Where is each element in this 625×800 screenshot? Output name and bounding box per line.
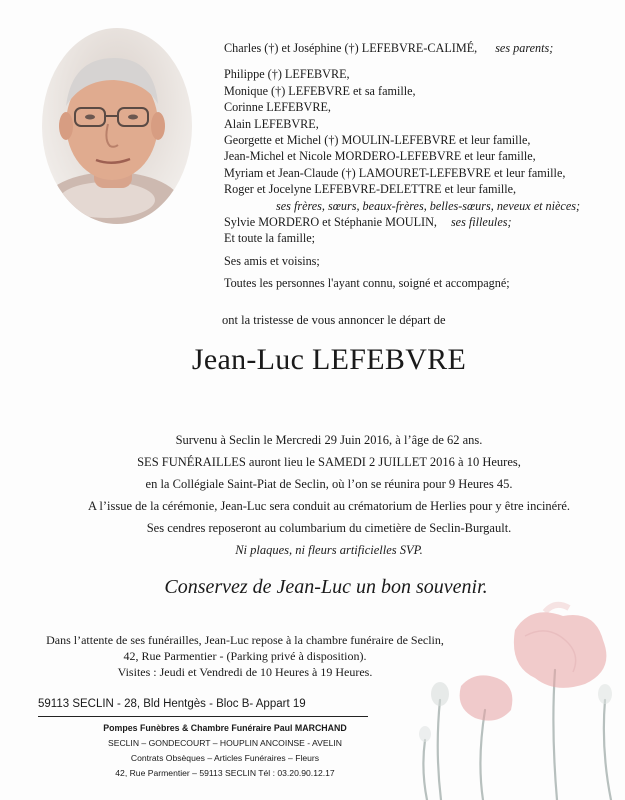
funeral-home-towns: SECLIN – GONDECOURT – HOUPLIN ANCOINSE - AVELIN: [107, 738, 342, 748]
sibling-line: Georgette et Michel (†) MOULIN-LEFEBVRE et leur famille,: [224, 133, 531, 148]
poppy-flowers-decoration: [405, 590, 625, 800]
whole-family-line: Et toute la famille;: [224, 231, 316, 246]
funeral-home-name: Pompes Funèbres & Chambre Funéraire Paul MARCHAND: [103, 723, 347, 733]
funeral-details: [0, 431, 625, 563]
siblings-role: ses frères, sœurs, beaux-frères, belles-sœurs, neveux et nièces;: [276, 198, 581, 213]
portrait-photo: [42, 28, 192, 224]
friends-line: Ses amis et voisins;: [224, 253, 320, 268]
parents-role: ses parents;: [495, 41, 554, 55]
funeral-line: SES FUNÉRAILLES auront lieu le SAMEDI 2 JUILLET 2016 à 10 Heures,: [137, 455, 521, 469]
parents-names: Charles (†) et Joséphine (†) LEFEBVRE-CALIMÉ,: [224, 41, 478, 55]
sibling-line: Alain LEFEBVRE,: [224, 116, 319, 131]
sibling-line: Myriam et Jean-Claude (†) LAMOURET-LEFEBVRE et leur famille,: [224, 165, 566, 180]
repose-info: [25, 632, 465, 680]
church-line: en la Collégiale Saint-Piat de Seclin, où l’on se réunira pour 9 Heures 45.: [145, 477, 513, 491]
godchildren-names: Sylvie MORDERO et Stéphanie MOULIN,: [224, 215, 437, 230]
death-line: Survenu à Seclin le Mercredi 29 Juin 2016, à l’âge de 62 ans.: [175, 433, 483, 447]
sibling-line: Corinne LEFEBVRE,: [224, 100, 331, 115]
funeral-home-address: 42, Rue Parmentier – 59113 SECLIN Tél : 03.20.90.12.17: [115, 768, 335, 778]
deceased-name: Jean-Luc LEFEBVRE: [191, 343, 467, 376]
divider: [38, 716, 368, 717]
announcement-text: ont la tristesse de vous annoncer le départ de: [222, 313, 446, 327]
repose-line-2: 42, Rue Parmentier - (Parking privé à disposition).: [123, 649, 367, 663]
funeral-home-services: Contrats Obsèques – Articles Funéraires – Fleurs: [130, 753, 320, 763]
caregivers-line: Toutes les personnes l'ayant connu, soigné et accompagné;: [224, 276, 510, 291]
godchildren-line: [224, 214, 580, 230]
sibling-line: Monique (†) LEFEBVRE et sa famille,: [224, 83, 416, 98]
souvenir-text: Conservez de Jean-Luc un bon souvenir.: [164, 576, 488, 598]
sibling-line: Philippe (†) LEFEBVRE,: [224, 67, 350, 82]
sibling-line: Jean-Michel et Nicole MORDERO-LEFEBVRE et leur famille,: [224, 149, 536, 164]
cremation-line: A l’issue de la cérémonie, Jean-Luc sera conduit au crématorium de Herlies pour y être incinéré.: [87, 499, 571, 513]
parents-line: [224, 40, 580, 56]
repose-line-1: Dans l’attente de ses funérailles, Jean-Luc repose à la chambre funéraire de Seclin,: [46, 633, 444, 647]
repose-line-3: Visites : Jeudi et Vendredi de 10 Heures à 19 Heures.: [117, 665, 373, 679]
portrait-illustration: [42, 28, 192, 224]
family-list: [224, 40, 580, 292]
ashes-line: Ses cendres reposeront au columbarium du cimetière de Seclin-Burgault.: [146, 521, 512, 535]
sibling-line: Roger et Jocelyne LEFEBVRE-DELETTRE et leur famille,: [224, 182, 517, 197]
godchildren-role: ses filleules;: [450, 215, 512, 230]
funeral-home-info: [80, 721, 370, 781]
no-flowers-line: Ni plaques, ni fleurs artificielles SVP.: [235, 543, 423, 557]
family-address: 59113 SECLIN - 28, Bld Hentgès - Bloc B- Appart 19: [38, 698, 306, 710]
